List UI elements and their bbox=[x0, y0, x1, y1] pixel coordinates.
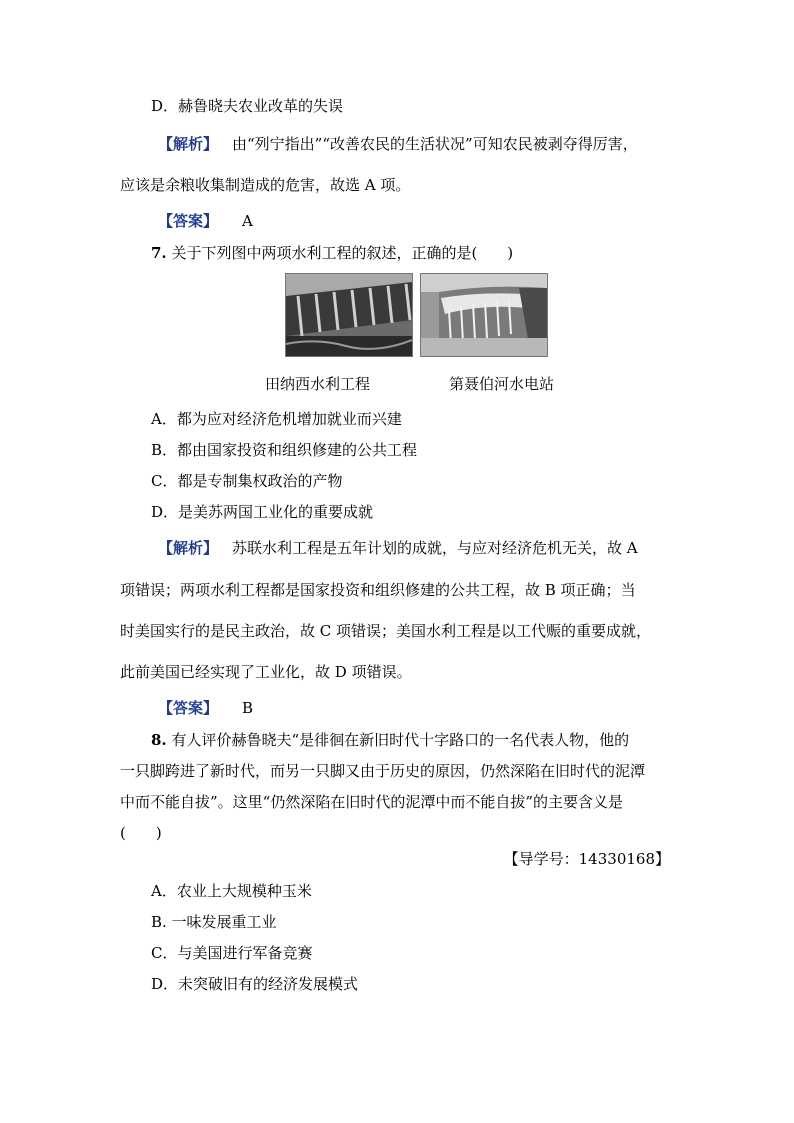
analysis-line bbox=[158, 134, 638, 154]
q7-option-b: B．都由国家投资和组织修建的公共工程 bbox=[151, 441, 418, 459]
image-caption-1: 田纳西水利工程 bbox=[265, 375, 371, 393]
q8-stem-line-4: ( ) bbox=[120, 824, 162, 842]
analysis-text: 由“列宁指出”“改善农民的生活状况”可知农民被剥夺得厉害， bbox=[232, 135, 638, 153]
q7-option-d: D．是美苏两国工业化的重要成就 bbox=[151, 503, 374, 521]
question-number: 7. bbox=[151, 244, 167, 262]
answer-label: 【答案】 bbox=[158, 212, 219, 230]
q7-option-a: A．都为应对经济危机增加就业而兴建 bbox=[151, 410, 402, 428]
analysis-continuation: 应该是余粮收集制造成的危害，故选 A 项。 bbox=[120, 176, 411, 194]
answer-line bbox=[158, 211, 253, 231]
question-8-stem bbox=[151, 730, 629, 750]
guide-number: 【导学号：14330168】 bbox=[503, 850, 670, 868]
tennessee-dam-image bbox=[286, 274, 412, 356]
q8-option-a: A．农业上大规模种玉米 bbox=[151, 882, 312, 900]
answer-value: B bbox=[242, 699, 254, 717]
q7-analysis-line bbox=[158, 538, 638, 558]
analysis-label: 【解析】 bbox=[158, 135, 219, 153]
q8-stem-line-3: 中而不能自拔”。这里“仍然深陷在旧时代的泥潭中而不能自拔”的主要含义是 bbox=[120, 793, 624, 811]
question-7-stem bbox=[151, 243, 513, 263]
q8-option-c: C．与美国进行军备竞赛 bbox=[151, 944, 313, 962]
answer-label: 【答案】 bbox=[158, 699, 219, 717]
q8-option-b: B. 一味发展重工业 bbox=[151, 913, 277, 931]
q7-analysis-line-2: 项错误；两项水利工程都是国家投资和组织修建的公共工程，故 B 项正确；当 bbox=[120, 581, 636, 599]
analysis-label: 【解析】 bbox=[158, 539, 219, 557]
option-d: D．赫鲁晓夫农业改革的失误 bbox=[151, 97, 344, 115]
q8-option-d: D．未突破旧有的经济发展模式 bbox=[151, 975, 359, 993]
dnieper-hydro-photo bbox=[420, 273, 548, 357]
question-text: 有人评价赫鲁晓夫“是徘徊在新旧时代十字路口的一名代表人物，他的 bbox=[171, 731, 630, 749]
q7-analysis-line-4: 此前美国已经实现了工业化，故 D 项错误。 bbox=[120, 663, 412, 681]
q8-stem-line-2: 一只脚跨进了新时代，而另一只脚又由于历史的原因，仍然深陷在旧时代的泥潭 bbox=[120, 762, 646, 780]
question-text: 关于下列图中两项水利工程的叙述，正确的是( ) bbox=[171, 244, 514, 262]
image-caption-2: 第聂伯河水电站 bbox=[449, 375, 555, 393]
q7-answer-line bbox=[158, 698, 253, 718]
q7-analysis-line-3: 时美国实行的是民主政治，故 C 项错误；美国水利工程是以工代赈的重要成就， bbox=[120, 622, 652, 640]
answer-value: A bbox=[242, 212, 253, 230]
analysis-text: 苏联水利工程是五年计划的成就，与应对经济危机无关，故 A bbox=[232, 539, 638, 557]
dnieper-hydro-image bbox=[421, 274, 547, 356]
tennessee-dam-photo bbox=[285, 273, 413, 357]
question-number: 8. bbox=[151, 731, 167, 749]
q7-option-c: C．都是专制集权政治的产物 bbox=[151, 472, 343, 490]
